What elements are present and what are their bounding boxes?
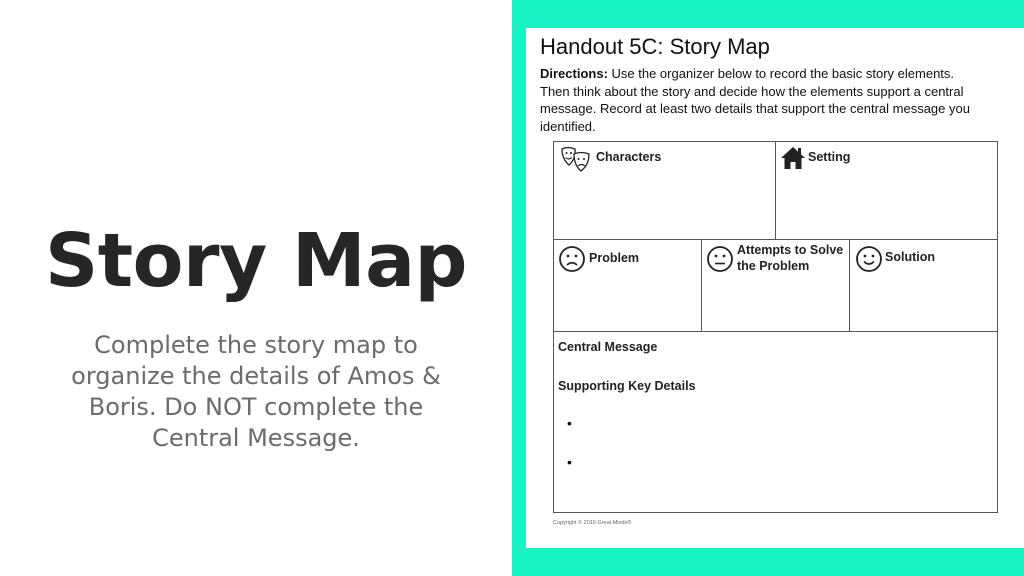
setting-label: Setting <box>808 150 851 164</box>
solution-label: Solution <box>885 250 935 264</box>
sad-face-icon <box>558 245 586 273</box>
characters-box <box>553 141 776 240</box>
handout-frame <box>512 0 1024 576</box>
attempts-box <box>701 239 850 332</box>
handout-directions <box>540 65 980 135</box>
problem-box <box>553 239 702 332</box>
theater-masks-icon <box>559 145 593 175</box>
house-icon <box>780 145 806 171</box>
attempts-label: Attempts to Solve the Problem <box>737 243 844 273</box>
solution-box <box>849 239 998 332</box>
characters-label: Characters <box>596 150 662 164</box>
neutral-face-icon <box>706 245 734 273</box>
central-message-box <box>553 331 998 513</box>
slide-title: Story Map <box>44 218 468 304</box>
supporting-details-label: Supporting Key Details <box>558 379 696 393</box>
detail-bullet-2: • <box>567 454 572 470</box>
detail-bullet-1: • <box>567 415 572 431</box>
central-message-label: Central Message <box>558 340 658 354</box>
setting-box <box>775 141 998 240</box>
copyright-text: Copyright © 2016 Great Minds® <box>553 520 632 526</box>
directions-label: Directions: <box>540 66 608 81</box>
problem-label: Problem <box>589 251 640 265</box>
handout-title: Handout 5C: Story Map <box>540 34 770 59</box>
directions-text: Use the organizer below to record the basic story elements. Then think about the story and decide how the elements support a central message. Record at least two details that support the central message you identified. <box>540 66 970 134</box>
slide-subtitle: Complete the story map to organize the details of Amos & Boris. Do NOT complete the Central Message. <box>71 331 441 452</box>
handout-sheet <box>526 28 1024 548</box>
happy-face-icon <box>855 245 883 273</box>
